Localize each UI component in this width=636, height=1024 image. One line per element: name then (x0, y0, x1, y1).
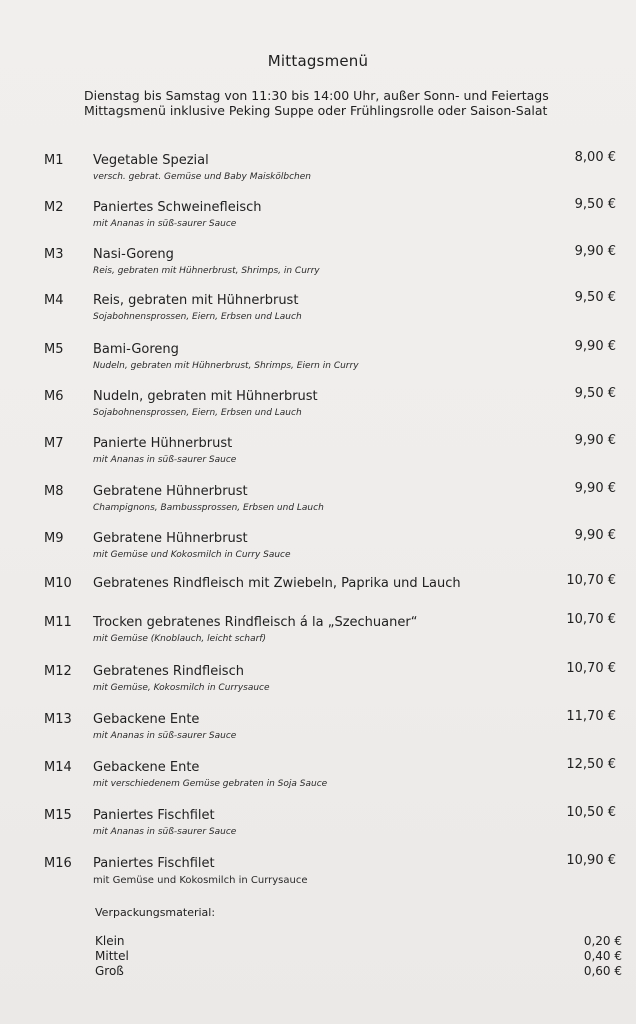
item-name: Gebratenes Rindfleisch mit Zwiebeln, Paprika und Lauch (93, 576, 461, 591)
menu-item-m10 (0, 573, 636, 616)
item-name: Paniertes Schweinefleisch (93, 200, 262, 215)
item-price: 12,50 € (566, 757, 616, 772)
item-code: M16 (44, 856, 72, 871)
item-description: mit Gemüse (Knoblauch, leicht scharf) (93, 634, 266, 644)
item-code: M7 (44, 436, 64, 451)
item-name: Gebratenes Rindfleisch (93, 664, 244, 679)
item-name: Gebackene Ente (93, 712, 200, 727)
item-name: Bami-Goreng (93, 342, 179, 357)
packaging-price: 0,40 € (583, 949, 622, 963)
item-description: mit Gemüse und Kokosmilch in Currysauce (93, 875, 308, 886)
item-description: versch. gebrat. Gemüse und Baby Maiskölbchen (93, 172, 311, 182)
item-description: mit Ananas in süß-saurer Sauce (93, 731, 237, 741)
menu-item-m7 (0, 433, 636, 476)
item-price: 10,70 € (566, 612, 616, 627)
item-code: M6 (44, 389, 64, 404)
item-name: Nudeln, gebraten mit Hühnerbrust (93, 389, 318, 404)
item-name: Paniertes Fischfilet (93, 808, 215, 823)
item-price: 9,90 € (574, 433, 616, 448)
packaging-label: Verpackungsmaterial: (95, 906, 216, 919)
item-description: mit Gemüse, Kokosmilch in Currysauce (93, 683, 270, 693)
item-price: 9,90 € (574, 339, 616, 354)
item-code: M8 (44, 484, 64, 499)
item-name: Gebratene Hühnerbrust (93, 484, 248, 499)
packaging-row (0, 964, 636, 979)
item-name: Trocken gebratenes Rindfleisch á la „Szechuaner“ (93, 615, 418, 630)
menu-item-m15 (0, 805, 636, 848)
item-code: M4 (44, 293, 64, 308)
menu-item-m2 (0, 197, 636, 240)
item-name: Gebackene Ente (93, 760, 200, 775)
item-description: Nudeln, gebraten mit Hühnerbrust, Shrimps, Eiern in Curry (93, 361, 359, 371)
item-description: mit verschiedenem Gemüse gebraten in Soja Sauce (93, 779, 328, 789)
item-price: 9,50 € (574, 290, 616, 305)
packaging-price: 0,60 € (583, 964, 622, 978)
item-price: 8,00 € (574, 150, 616, 165)
item-code: M2 (44, 200, 64, 215)
item-price: 9,50 € (574, 386, 616, 401)
packaging-size: Groß (95, 964, 124, 978)
item-name: Panierte Hühnerbrust (93, 436, 233, 451)
item-price: 9,90 € (574, 244, 616, 259)
item-price: 9,90 € (574, 481, 616, 496)
item-description: Champignons, Bambussprossen, Erbsen und Lauch (93, 503, 324, 513)
packaging-row (0, 949, 636, 964)
menu-item-m16 (0, 853, 636, 896)
intro-line: Mittagsmenü inklusive Peking Suppe oder Frühlingsrolle oder Saison-Salat (84, 103, 548, 118)
item-code: M3 (44, 247, 64, 262)
item-name: Reis, gebraten mit Hühnerbrust (93, 293, 299, 308)
item-description: Sojabohnensprossen, Eiern, Erbsen und Lauch (93, 312, 302, 322)
menu-item-m5 (0, 339, 636, 382)
intro-text (84, 88, 549, 118)
packaging-size: Klein (95, 934, 125, 948)
item-name: Nasi-Goreng (93, 247, 174, 262)
item-code: M9 (44, 531, 64, 546)
item-code: M12 (44, 664, 72, 679)
item-name: Vegetable Spezial (93, 153, 209, 168)
packaging-size: Mittel (95, 949, 129, 963)
item-price: 10,70 € (566, 661, 616, 676)
menu-item-m13 (0, 709, 636, 752)
item-description: mit Ananas in süß-saurer Sauce (93, 455, 237, 465)
packaging-row (0, 934, 636, 949)
item-price: 10,90 € (566, 853, 616, 868)
item-name: Gebratene Hühnerbrust (93, 531, 248, 546)
item-price: 11,70 € (566, 709, 616, 724)
item-price: 10,50 € (566, 805, 616, 820)
item-name: Paniertes Fischfilet (93, 856, 215, 871)
menu-item-m8 (0, 481, 636, 524)
menu-item-m4 (0, 290, 636, 333)
item-price: 10,70 € (566, 573, 616, 588)
page-title: Mittagsmenü (267, 52, 369, 70)
item-code: M13 (44, 712, 72, 727)
packaging-price: 0,20 € (583, 934, 622, 948)
item-code: M11 (44, 615, 72, 630)
menu-item-m11 (0, 612, 636, 655)
item-description: mit Ananas in süß-saurer Sauce (93, 827, 237, 837)
item-description: Sojabohnensprossen, Eiern, Erbsen und Lauch (93, 408, 302, 418)
item-code: M5 (44, 342, 64, 357)
item-description: mit Gemüse und Kokosmilch in Curry Sauce (93, 550, 291, 560)
menu-item-m3 (0, 244, 636, 287)
item-price: 9,50 € (574, 197, 616, 212)
menu-item-m9 (0, 528, 636, 571)
item-code: M14 (44, 760, 72, 775)
item-price: 9,90 € (574, 528, 616, 543)
menu-item-m1 (0, 150, 636, 193)
menu-item-m6 (0, 386, 636, 429)
intro-line: Dienstag bis Samstag von 11:30 bis 14:00 Uhr, außer Sonn- und Feiertags (84, 88, 549, 103)
item-description: Reis, gebraten mit Hühnerbrust, Shrimps, in Curry (93, 266, 320, 276)
item-code: M10 (44, 576, 72, 591)
menu-item-m14 (0, 757, 636, 800)
item-description: mit Ananas in süß-saurer Sauce (93, 219, 237, 229)
item-code: M15 (44, 808, 72, 823)
item-code: M1 (44, 153, 64, 168)
menu-item-m12 (0, 661, 636, 704)
